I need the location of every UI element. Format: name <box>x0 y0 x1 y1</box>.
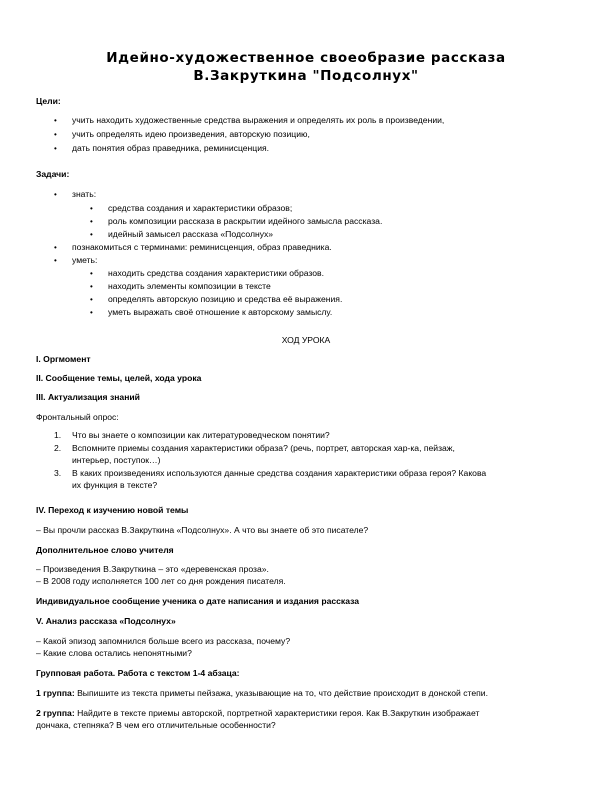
tasks-can-item: уметь выражать своё отношение к авторскому замыслу. <box>108 307 333 317</box>
group2-paragraph <box>36 708 479 719</box>
group1-text: Выпишите из текста приметы пейзажа, указывающие на то, что действие происходит в донской степи. <box>74 688 488 698</box>
body-text: дончака, степняка? В чем его отличительные особенности? <box>36 720 276 730</box>
bullet-icon: • <box>90 308 93 317</box>
subheading: Дополнительное слово учителя <box>36 545 174 555</box>
question-line: Вспомните приемы создания характеристики образа? (речь, портрет, авторская хар-ка, пейзаж, <box>72 443 455 453</box>
list-number: 2. <box>54 443 62 453</box>
body-text: – Вы прочли рассказ В.Закруткина «Подсолнух». А что вы знаете об это писателе? <box>36 525 369 535</box>
bullet-icon: • <box>54 144 57 153</box>
goal-item: дать понятия образ праведника, реминисценция. <box>72 143 270 153</box>
section-heading: I. Оргмомент <box>36 354 91 364</box>
tasks-acquaint: познакомиться с терминами: реминисценция, образ праведника. <box>72 242 332 252</box>
tasks-know-item: идейный замысел рассказа «Подсолнух» <box>108 229 274 239</box>
bullet-icon: • <box>90 269 93 278</box>
section-heading: II. Сообщение темы, целей, хода урока <box>36 373 202 383</box>
section-heading: III. Актуализация знаний <box>36 392 140 402</box>
question-line: интерьер, поступок…) <box>72 455 161 465</box>
tasks-can-label: уметь: <box>72 255 98 265</box>
tasks-know-item: средства создания и характеристики образов; <box>108 203 293 213</box>
body-text: – Произведения В.Закруткина – это «деревенская проза». <box>36 564 269 574</box>
subheading: Индивидуальное сообщение ученика о дате написания и издания рассказа <box>36 596 360 606</box>
bullet-icon: • <box>90 282 93 291</box>
list-number: 1. <box>54 430 62 440</box>
bullet-icon: • <box>54 243 57 252</box>
section-heading: IV. Переход к изучению новой темы <box>36 505 189 515</box>
group2-label: 2 группа: <box>36 708 75 718</box>
section-heading: V. Анализ рассказа «Подсолнух» <box>36 616 176 626</box>
group2-text: Найдите в тексте приемы авторской, портретной характеристики героя. Как В.Закруткин изображает <box>74 708 480 718</box>
bullet-icon: • <box>54 190 57 199</box>
body-text: – Какие слова остались непонятными? <box>36 648 192 658</box>
group1-paragraph <box>36 688 488 699</box>
question-line: Что вы знаете о композиции как литературоведческом понятии? <box>72 430 330 440</box>
tasks-can-item: находить элементы композиции в тексте <box>108 281 271 291</box>
bullet-icon: • <box>54 116 57 125</box>
body-text: – В 2008 году исполняется 100 лет со дня рождения писателя. <box>36 576 286 586</box>
goals-heading: Цели: <box>36 96 61 106</box>
question-line: их функция в тексте? <box>72 480 158 490</box>
tasks-know-label: знать: <box>72 189 97 199</box>
bullet-icon: • <box>54 130 57 139</box>
bullet-icon: • <box>90 217 93 226</box>
document-title-line1: Идейно-художественное своеобразие рассказа <box>106 50 506 66</box>
tasks-heading: Задачи: <box>36 169 70 179</box>
document-title-line2: В.Закруткина "Подсолнух" <box>193 68 419 84</box>
question-line: В каких произведениях используются данные средства создания характеристики образа героя? Какова <box>72 468 487 478</box>
bullet-icon: • <box>90 230 93 239</box>
group1-label: 1 группа: <box>36 688 75 698</box>
tasks-know-item: роль композиции рассказа в раскрытии идейного замысла рассказа. <box>108 216 383 226</box>
body-text: – Какой эпизод запомнился больше всего из рассказа, почему? <box>36 636 291 646</box>
bullet-icon: • <box>90 204 93 213</box>
bullet-icon: • <box>90 295 93 304</box>
goal-item: учить находить художественные средства выражения и определять их роль в произведении, <box>72 115 445 125</box>
goal-item: учить определять идею произведения, авторскую позицию, <box>72 129 310 139</box>
lesson-heading: ХОД УРОКА <box>281 335 331 345</box>
subheading: Групповая работа. Работа с текстом 1-4 абзаца: <box>36 668 240 678</box>
tasks-can-item: определять авторскую позицию и средства её выражения. <box>108 294 343 304</box>
frontal-label: Фронтальный опрос: <box>36 412 119 422</box>
list-number: 3. <box>54 468 62 478</box>
tasks-can-item: находить средства создания характеристики образов. <box>108 268 325 278</box>
bullet-icon: • <box>54 256 57 265</box>
